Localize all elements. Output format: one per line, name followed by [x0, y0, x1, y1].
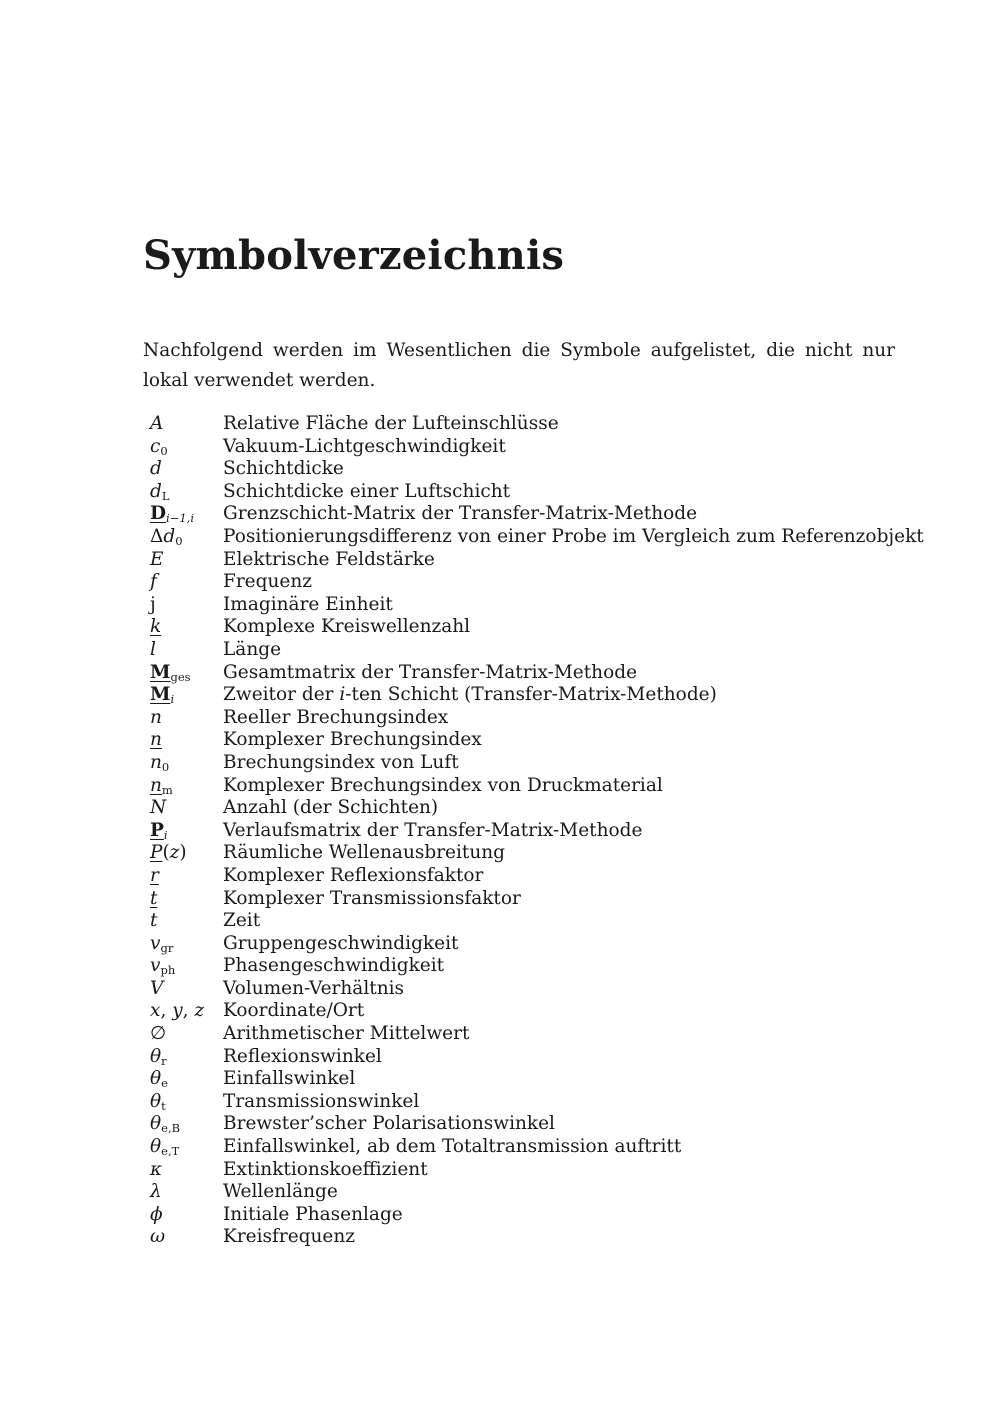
symbol-row [150, 820, 930, 843]
symbol-description: Verlaufsmatrix der Transfer-Matrix-Methode [223, 819, 643, 841]
intro-paragraph: Nachfolgend werden im Wesentlichen die Symbole aufgelistet, die nicht nur lokal verwendet werden. [143, 340, 895, 391]
symbol-description: Phasengeschwindigkeit [223, 955, 445, 977]
symbol-description: Reflexionswinkel [223, 1045, 382, 1067]
symbol-row [150, 797, 930, 820]
symbol: ϕ [150, 1203, 163, 1225]
symbol-description: Kreisfrequenz [223, 1226, 356, 1248]
symbol: $v_{ph}$ [150, 955, 176, 978]
symbol-row [150, 503, 930, 526]
symbol-row [150, 1136, 930, 1159]
symbol-row [150, 1181, 930, 1204]
symbol-row [150, 887, 930, 910]
symbol-row [150, 594, 930, 617]
symbol-description: Länge [223, 638, 282, 660]
symbol-description: Komplexer Brechungsindex [223, 729, 482, 751]
symbol: t [150, 887, 158, 909]
symbol: n [150, 706, 162, 728]
symbol: k [150, 616, 162, 638]
symbol-description: Räumliche Wellenausbreitung [223, 842, 506, 864]
symbol-description: Imaginäre Einheit [223, 593, 393, 615]
symbol-row [150, 707, 930, 730]
symbol-description: Koordinate/Ort [223, 1000, 365, 1022]
symbol-row [150, 616, 930, 639]
symbol: $\theta_{e,B}$ [150, 1113, 181, 1136]
symbol: λ [150, 1181, 162, 1203]
symbol-description: Einfallswinkel [223, 1068, 356, 1090]
symbol: j [150, 593, 156, 615]
symbol: $\theta_r$ [150, 1045, 167, 1068]
symbol-description: Volumen-Verhältnis [223, 977, 405, 999]
symbol-description: Komplexe Kreiswellenzahl [223, 616, 471, 638]
page-title: Symbolverzeichnis [143, 232, 565, 279]
symbol-description: Reeller Brechungsindex [223, 706, 449, 728]
symbol-description: Komplexer Transmissionsfaktor [223, 887, 521, 909]
symbol-description: Komplexer Reflexionsfaktor [223, 864, 484, 886]
symbol-row [150, 729, 930, 752]
symbol: E [150, 548, 164, 570]
symbol: $D_{i-1,i}$ [150, 503, 195, 526]
symbol-row [150, 1000, 930, 1023]
symbol-row [150, 1113, 930, 1136]
symbol: f [150, 571, 157, 593]
symbol: $\theta_t$ [150, 1090, 166, 1113]
symbol: A [150, 413, 164, 435]
symbol: $c_0$ [150, 435, 168, 458]
symbol-description: Schichtdicke [223, 458, 344, 480]
symbol-description: Relative Fläche der Lufteinschlüsse [223, 413, 559, 435]
symbol-row [150, 955, 930, 978]
symbol: $n_m$ [150, 774, 173, 797]
symbol-description: Brechungsindex von Luft [223, 751, 459, 773]
symbol-row [150, 933, 930, 956]
symbol-row [150, 865, 930, 888]
symbol-row [150, 1023, 930, 1046]
symbol-description: Elektrische Feldstärke [223, 548, 435, 570]
symbol-description: Initiale Phasenlage [223, 1203, 403, 1225]
symbol: $d_L$ [150, 480, 170, 503]
symbol-row [150, 1204, 930, 1227]
symbol-description: Transmissionswinkel [223, 1090, 420, 1112]
symbol-description: Zeit [223, 910, 261, 932]
symbol-row [150, 1046, 930, 1069]
symbol-row [150, 413, 930, 436]
symbol-row [150, 639, 930, 662]
symbol-row [150, 436, 930, 459]
symbol-row [150, 1159, 930, 1182]
symbol-description: Anzahl (der Schichten) [223, 797, 439, 819]
symbol-row [150, 571, 930, 594]
symbol: $P_i$ [150, 819, 168, 842]
symbol-description: Frequenz [223, 571, 312, 593]
symbol: $M_i$ [150, 684, 175, 707]
symbol: N [150, 797, 167, 819]
symbol-description: Vakuum-Lichtgeschwindigkeit [223, 435, 506, 457]
symbol-description: Schichtdicke einer Luftschicht [223, 480, 511, 502]
symbol-row [150, 458, 930, 481]
symbol-row [150, 752, 930, 775]
symbol: n [150, 729, 162, 751]
symbol: r [150, 864, 159, 886]
symbol-description: Komplexer Brechungsindex von Druckmaterial [223, 774, 663, 796]
symbol-row [150, 978, 930, 1001]
symbol: $v_{gr}$ [150, 932, 174, 955]
symbol: $\Delta d_0$ [150, 526, 183, 549]
symbol: t [150, 910, 158, 932]
symbol-list [150, 413, 930, 1249]
symbol: $M_{ges}$ [150, 661, 191, 684]
symbol-description: Zweitor der i-ten Schicht (Transfer-Matrix-Methode) [223, 684, 717, 706]
symbol: P(z) [150, 842, 187, 864]
symbol-row [150, 481, 930, 504]
symbol: d [150, 458, 162, 480]
symbol-row [150, 842, 930, 865]
symbol: V [150, 977, 164, 999]
symbol-description: Grenzschicht-Matrix der Transfer-Matrix-Methode [223, 503, 698, 525]
symbol: ∅ [150, 1023, 167, 1045]
symbol-description: Wellenlänge [223, 1181, 338, 1203]
symbol: l [150, 638, 156, 660]
symbol-row [150, 662, 930, 685]
symbol-description: Extinktionskoeffizient [223, 1158, 428, 1180]
symbol-description: Brewster’scher Polarisationswinkel [223, 1113, 555, 1135]
symbol-description: Einfallswinkel, ab dem Totaltransmission auftritt [223, 1136, 682, 1158]
symbol-row [150, 549, 930, 572]
symbol: ω [150, 1226, 166, 1248]
symbol-row [150, 684, 930, 707]
symbol-description: Gruppengeschwindigkeit [223, 932, 459, 954]
symbol: κ [150, 1158, 163, 1180]
symbol: x, y, z [150, 1000, 205, 1022]
symbol-row [150, 1068, 930, 1091]
symbol: $n_0$ [150, 751, 170, 774]
symbol-row [150, 1226, 930, 1249]
symbol-row [150, 1091, 930, 1114]
symbol-row [150, 526, 930, 549]
symbol-description: Arithmetischer Mittelwert [223, 1023, 470, 1045]
symbol: $\theta_e$ [150, 1068, 168, 1091]
symbol-description: Gesamtmatrix der Transfer-Matrix-Methode [223, 661, 638, 683]
symbol-description: Positionierungsdifferenz von einer Probe im Vergleich zum Referenzobjekt [223, 526, 924, 548]
symbol-row [150, 910, 930, 933]
symbol-row [150, 775, 930, 798]
symbol: $\theta_{e,T}$ [150, 1136, 180, 1159]
